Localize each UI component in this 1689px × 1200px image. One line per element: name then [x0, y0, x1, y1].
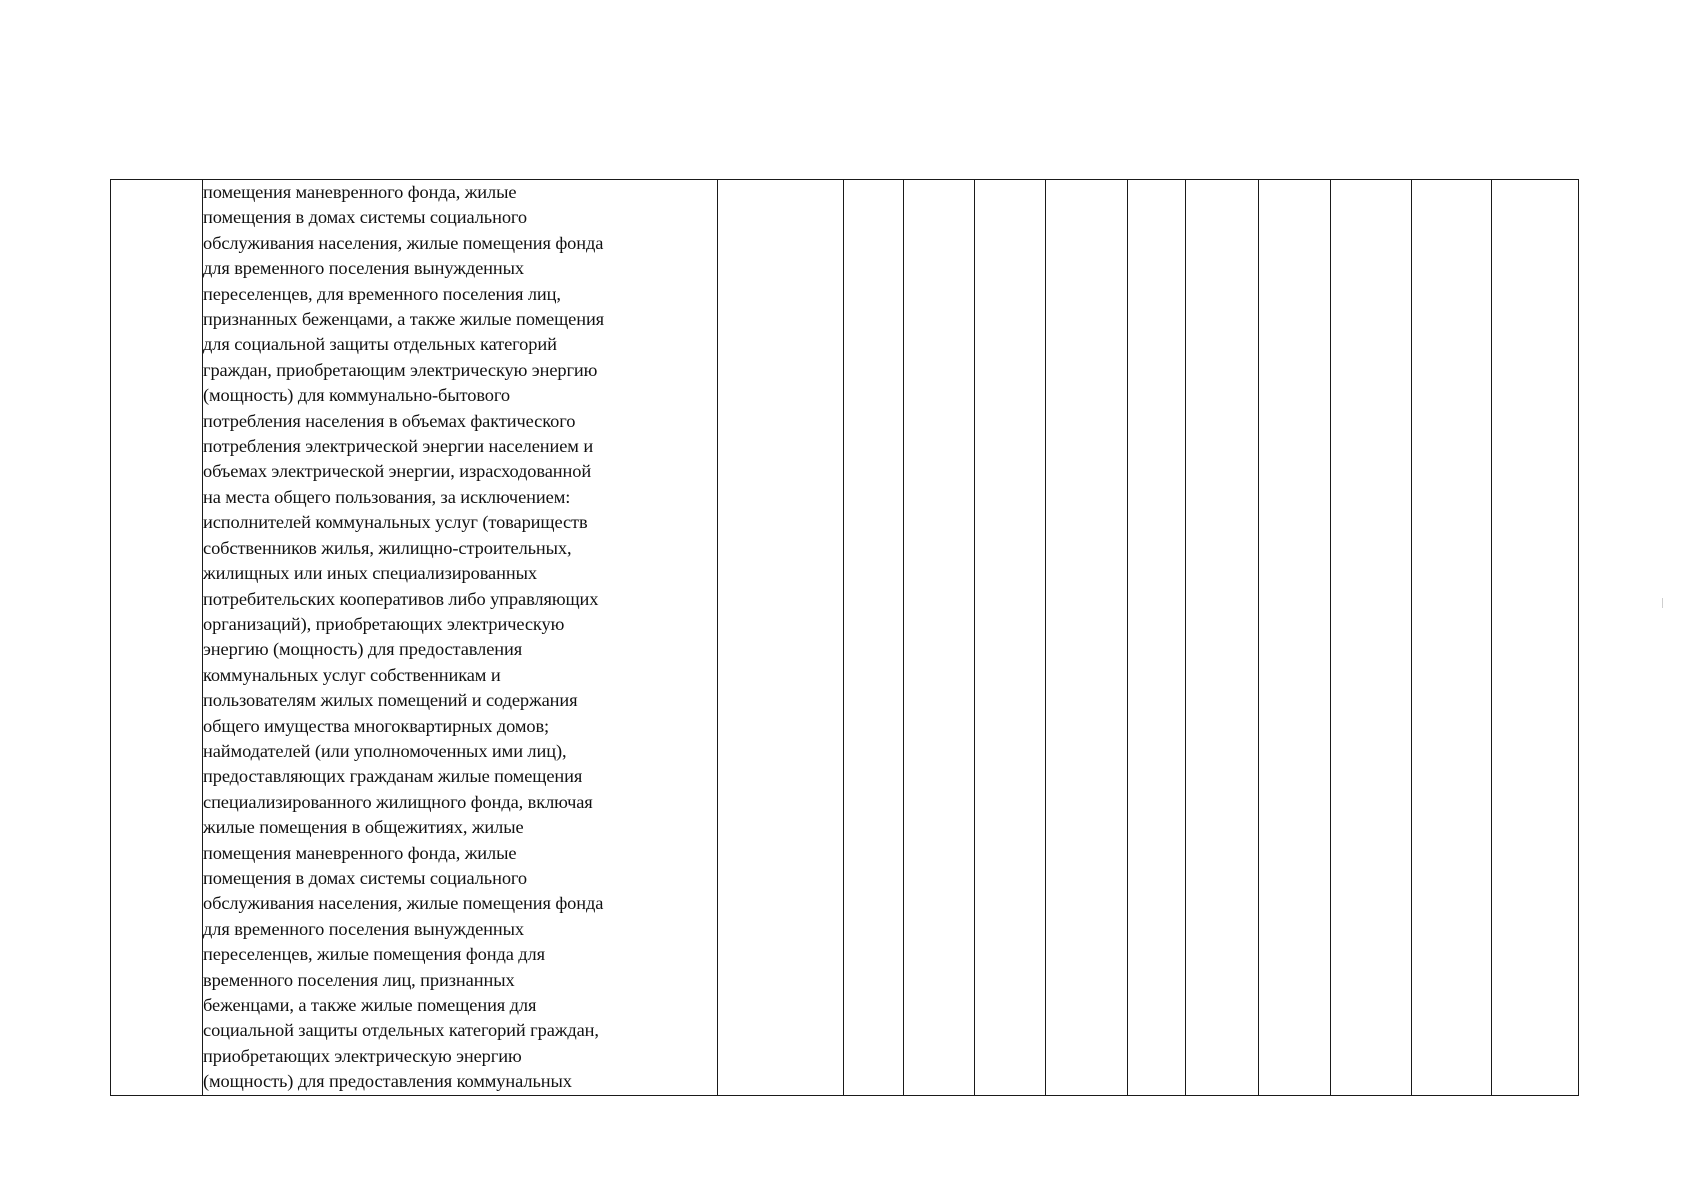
description-cell	[203, 180, 718, 1096]
value-cell	[1046, 180, 1128, 1096]
value-cell	[1412, 180, 1492, 1096]
text-line: энергию (мощность) для предоставления	[203, 639, 523, 660]
text-line: граждан, приобретающим электрическую энергию	[203, 359, 598, 380]
text-line: исполнителей коммунальных услуг (товариществ	[203, 512, 588, 533]
text-line: объемах электрической энергии, израсходованной	[203, 461, 592, 482]
number-cell	[111, 180, 203, 1096]
text-line: беженцами, а также жилые помещения для	[203, 995, 537, 1015]
text-line: признанных беженцами, а также жилые помещения	[203, 309, 605, 330]
value-cell	[1186, 180, 1259, 1096]
text-line: для социальной защиты отдельных категорий	[203, 334, 557, 355]
text-line: помещения маневренного фонда, жилые	[203, 182, 517, 202]
text-line: для временного поселения вынужденных	[203, 918, 525, 939]
value-cell	[1492, 180, 1579, 1096]
value-cell	[844, 180, 904, 1096]
text-line: организаций), приобретающих электрическую	[203, 613, 565, 634]
text-line: переселенцев, для временного поселения лиц,	[203, 283, 561, 304]
text-line: социальной защиты отдельных категорий граждан,	[203, 1020, 599, 1041]
text-line: помещения маневренного фонда, жилые	[203, 842, 517, 863]
value-cell	[904, 180, 975, 1096]
text-line: потребления электрической энергии населением и	[203, 436, 594, 457]
text-line: на места общего пользования, за исключением:	[203, 486, 571, 507]
value-cell	[1331, 180, 1412, 1096]
text-line: потребительских кооперативов либо управляющих	[203, 588, 599, 609]
value-cell	[975, 180, 1046, 1096]
text-line: помещения в домах системы социального	[203, 867, 528, 888]
text-line: жилые помещения в общежитиях, жилые	[203, 817, 524, 838]
text-line: жилищных или иных специализированных	[203, 563, 537, 584]
text-line: временного поселения лиц, признанных	[203, 969, 515, 990]
text-line: коммунальных услуг собственникам и	[203, 664, 501, 685]
text-line: пользователям жилых помещений и содержания	[203, 690, 578, 711]
scan-artifact	[1662, 598, 1663, 608]
text-line: потребления населения в объемах фактического	[203, 410, 576, 431]
value-cell	[1259, 180, 1331, 1096]
value-cell	[718, 180, 844, 1096]
value-cell	[1128, 180, 1186, 1096]
text-line: обслуживания населения, жилые помещения фонда	[203, 232, 604, 253]
text-line: переселенцев, жилые помещения фонда для	[203, 944, 545, 965]
table-row	[111, 180, 1579, 1096]
text-line: специализированного жилищного фонда, включая	[203, 791, 593, 812]
text-line: (мощность) для предоставления коммунальных	[203, 1071, 572, 1092]
text-line: приобретающих электрическую энергию	[203, 1045, 522, 1066]
text-line: собственников жилья, жилищно-строительных,	[203, 537, 572, 558]
text-line: помещения в домах системы социального	[203, 207, 528, 228]
text-line: общего имущества многоквартирных домов;	[203, 715, 550, 736]
text-line: наймодателей (или уполномоченных ими лиц),	[203, 740, 567, 761]
text-line: предоставляющих гражданам жилые помещения	[203, 766, 583, 787]
text-line: для временного поселения вынужденных	[203, 258, 525, 279]
tariff-table	[110, 179, 1579, 1096]
text-line: (мощность) для коммунально-бытового	[203, 385, 510, 406]
text-line: обслуживания населения, жилые помещения фонда	[203, 893, 604, 914]
